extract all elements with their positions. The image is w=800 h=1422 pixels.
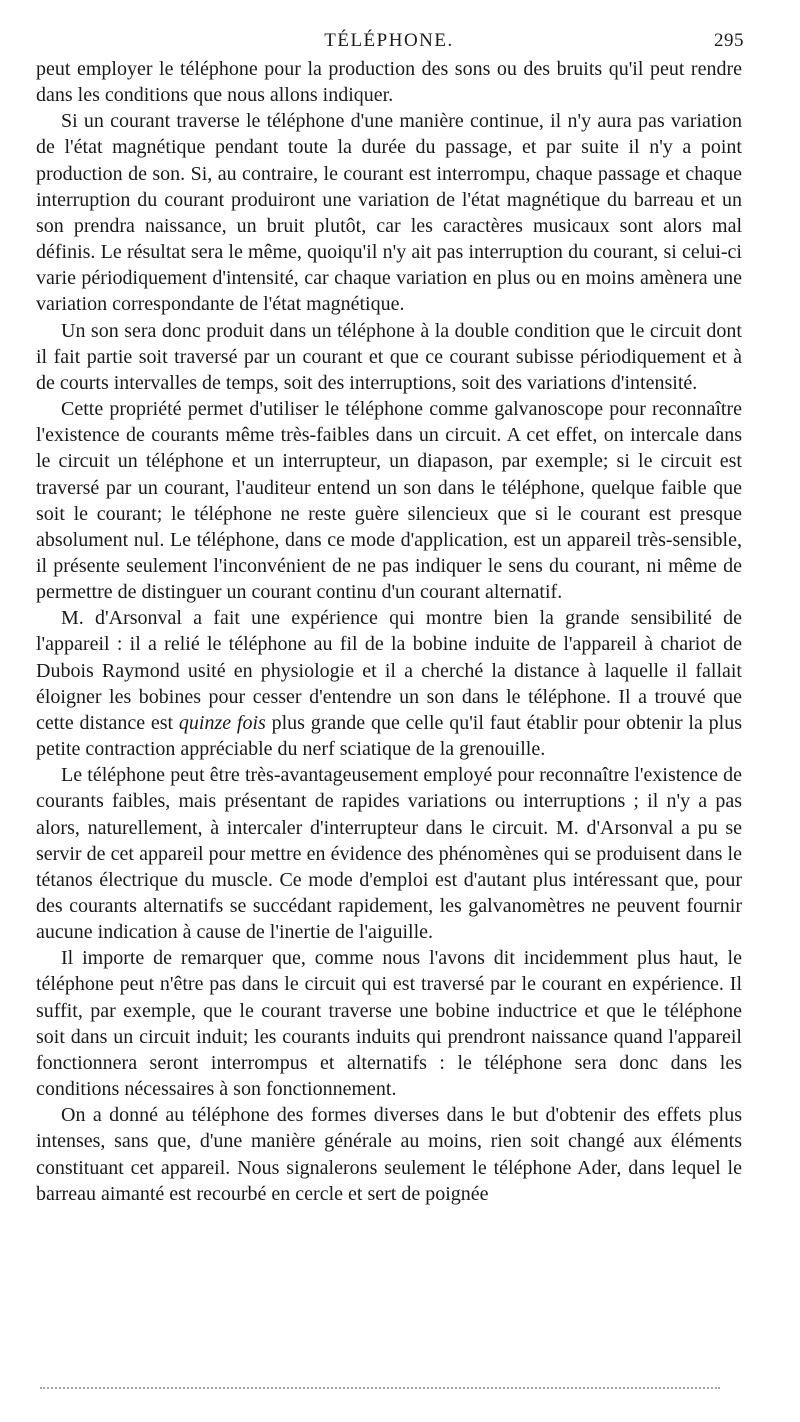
paragraph: Il importe de remarquer que, comme nous l'avons dit incidemment plus haut, le téléphone peut n'être pas dans le circuit qui est traversé par le courant en expérience. Il suffit, par exemple, que le courant traverse une bobine inductrice et que le téléphone soit dans un circuit induit; les courants induits qui prendront naissance quand l'appareil fonctionnera seront interrompus et alternatifs : le téléphone sera donc dans les conditions nécessaires à son fonctionnement. [36,947,742,1101]
body-text [36,56,742,1207]
paragraph-text: plus grande que celle qu'il faut établir pour obtenir la plus petite contraction appréciable du nerf sciatique de la grenouille. [36,711,742,761]
page-number: 295 [714,30,744,51]
paragraph: Cette propriété permet d'utiliser le téléphone comme galvanoscope pour reconnaître l'existence de courants même très-faibles dans un circuit. A cet effet, on intercale dans le circuit un téléphone et un interrupteur, un diapason, par exemple; si le circuit est traversé par un courant, l'auditeur entend un son dans le téléphone, quelque faible que soit le courant; le téléphone ne reste guère silencieux que si le courant est presque absolument nul. Le téléphone, dans ce mode d'application, est un appareil très-sensible, il présente seulement l'inconvénient de ne pas indiquer le sens du courant, ni même de permettre de distinguer un courant continu d'un courant alternatif. [36,398,742,604]
running-head [36,22,742,56]
paragraph: Le téléphone peut être très-avantageusement employé pour reconnaître l'existence de courants faibles, mais présentant de rapides variations ou interruptions ; il n'y a pas alors, naturellement, à intercaler d'interrupteur dans le circuit. M. d'Arsonval a pu se servir de cet appareil pour mettre en évidence des phénomènes qui se produisent dans le tétanos électrique du muscle. Ce mode d'emploi est d'autant plus intéressant que, pour des courants alternatifs se succédant rapidement, les galvanomètres ne peuvent fournir aucune indication à cause de l'inertie de l'aiguille. [36,764,742,944]
running-title: TÉLÉPHONE. [324,30,454,51]
paragraph-text: M. d'Arsonval a fait une expérience qui montre bien la grande sensibilité de l'appareil : il a relié le téléphone au fil de la bobine induite de l'appareil à chariot de Dubois Raymond usité en physiologie et il a cherché la distance à laquelle il fallait éloigner les bobines pour cesser d'entendre un son dans le téléphone. Il a trouvé que cette distance est [36,607,742,734]
book-page [36,22,742,1207]
paragraph-with-emphasis [36,605,742,762]
bottom-print-artifact [40,1387,720,1389]
paragraph: Si un courant traverse le téléphone d'une manière continue, il n'y aura pas variation de l'état magnétique pendant toute la durée du passage, et par suite il n'y a point production de son. Si, au contraire, le courant est interrompu, chaque passage et chaque interruption du courant produiront une variation de l'état magnétique du barreau et un son prendra naissance, un bruit plutôt, car les caractères musicaux sont alors mal définis. Le résultat sera le même, quoiqu'il n'y ait pas interruption du courant, si celui-ci varie périodiquement d'intensité, car chaque variation en plus ou en moins amènera une variation correspondante de l'état magnétique. [36,110,742,316]
paragraph: Un son sera donc produit dans un téléphone à la double condition que le circuit dont il fait partie soit traversé par un courant et que ce courant subisse périodiquement et à de courts intervalles de temps, soit des interruptions, soit des variations d'intensité. [36,319,742,394]
emphasis-text: quinze fois [178,711,266,734]
paragraph: On a donné au téléphone des formes diverses dans le but d'obtenir des effets plus intenses, sans que, d'une manière générale au moins, rien soit changé aux éléments constituant cet appareil. Nous signalerons seulement le téléphone Ader, dans lequel le barreau aimanté est recourbé en cercle et sert de poignée [36,1104,742,1205]
paragraph-continued: peut employer le téléphone pour la production des sons ou des bruits qu'il peut rendre dans les conditions que nous allons indiquer. [36,58,742,107]
